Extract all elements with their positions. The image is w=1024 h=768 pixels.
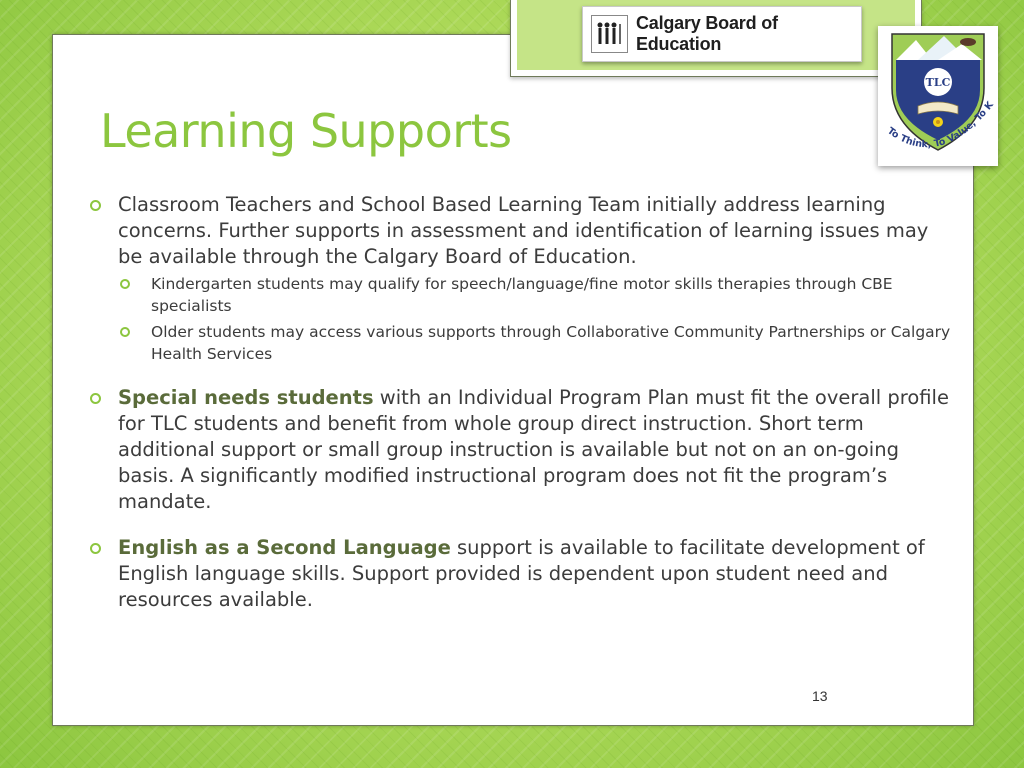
bullet-text: with an Individual Program Plan must fit the overall profile for TLC students and benefit from whole group direct instruction. Short term additional support or small group instruction is available but not on an on-going basis. A significantly modified instructional program does not fit the program’s mandate. [118, 386, 949, 513]
tlc-crest-logo [878, 26, 998, 166]
sub-bullet-list [118, 273, 958, 365]
bullet-ring-icon [90, 200, 101, 211]
page-number: 13 [812, 688, 828, 704]
cbe-people-icon [591, 15, 628, 53]
sub-bullet-text: Older students may access various supports through Collaborative Community Partnerships or Calgary Health Services [151, 323, 951, 363]
bullet-classroom-teachers [88, 192, 958, 365]
sub-bullet-ring-icon [120, 279, 130, 289]
tlc-crest-initials: TLC [925, 76, 951, 89]
cbe-logo [582, 6, 862, 62]
bullet-list [88, 192, 958, 613]
slide-title: Learning Supports [100, 104, 512, 158]
cbe-logo-text: Calgary Board of Education [635, 13, 778, 54]
bullet-ring-icon [90, 543, 101, 554]
sub-bullet-older-students [118, 321, 958, 365]
bullet-lead: Special needs students [118, 386, 374, 409]
bullet-lead: English as a Second Language [118, 536, 451, 559]
tlc-crest-motto: To Think, To Value, To K [885, 99, 996, 151]
bullet-esl [88, 535, 958, 613]
bullet-text: Classroom Teachers and School Based Learning Team initially address learning concerns. Further supports in assessment and identification of learning issues may be available through the Calgary Board of Education. [118, 193, 929, 268]
sub-bullet-ring-icon [120, 327, 130, 337]
bullet-ring-icon [90, 393, 101, 404]
bullet-special-needs [88, 385, 958, 515]
sub-bullet-text: Kindergarten students may qualify for speech/language/fine motor skills therapies through CBE specialists [151, 275, 893, 315]
sub-bullet-kindergarten [118, 273, 958, 317]
bullet-text: support is available to facilitate development of English language skills. Support provided is dependent upon student need and resources available. [118, 536, 925, 611]
